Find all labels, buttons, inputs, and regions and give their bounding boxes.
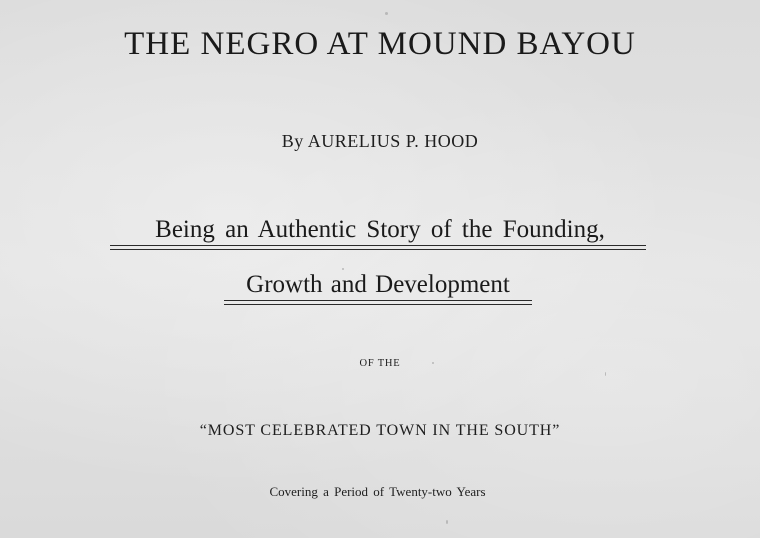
book-title: THE NEGRO AT MOUND BAYOU bbox=[124, 26, 636, 62]
paper-speck bbox=[432, 362, 434, 364]
period-covered: Covering a Period of Twenty-two Years bbox=[269, 484, 486, 499]
author-byline: By AURELIUS P. HOOD bbox=[281, 131, 479, 151]
paper-speck bbox=[385, 12, 388, 15]
town-description: “MOST CELEBRATED TOWN IN THE SOUTH” bbox=[199, 422, 561, 439]
subtitle-line-2: Growth and Development bbox=[246, 271, 510, 298]
subtitle-line-2-underline-top bbox=[224, 300, 532, 301]
of-the-label: OF THE bbox=[359, 358, 401, 369]
subtitle-line-2-underline-bottom bbox=[224, 304, 532, 305]
subtitle-line-1-underline-bottom bbox=[110, 249, 646, 250]
subtitle-line-1: Being an Authentic Story of the Founding, bbox=[155, 216, 605, 243]
paper-speck bbox=[605, 372, 606, 376]
subtitle-line-1-underline-top bbox=[110, 245, 646, 246]
paper-speck bbox=[446, 520, 448, 524]
paper-speck bbox=[342, 268, 344, 270]
